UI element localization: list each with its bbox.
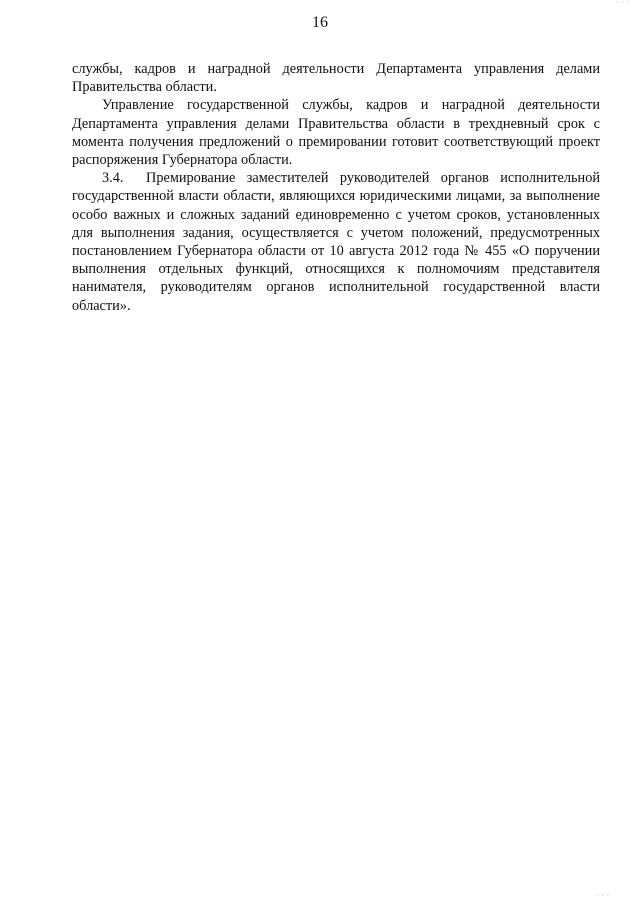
paragraph-continuation: службы, кадров и наградной деятельности Департамента управления делами Правительства области. xyxy=(72,61,600,96)
scan-mark-bottom: · · · xyxy=(596,893,610,899)
page-number: 16 xyxy=(312,14,328,31)
document-body xyxy=(72,60,600,315)
paragraph-management-procedure: Управление государственной службы, кадров и наградной деятельности Департамента управления делами Правительства области в трехдневный срок с момента получения предложений о премировании готовит соответствующий проект распоряжения Губернатора области. xyxy=(72,97,600,169)
item-number: 3.4. xyxy=(102,170,124,187)
scan-mark-top: · · · xyxy=(616,0,630,6)
item-text: Премирование заместителей руководителей органов исполнительной государственной власти области, являющихся юридическими лицами, за выполнение особо важных и сложных заданий единовременно с учетом сроков, установленных для выполнения задания, осуществляется с учетом положений, предусмотренных постановлением Губернатора области от 10 августа 2012 года № 455 «О поручении выполнения отдельных функций, относящихся к полномочиям представителя нанимателя, руководителям органов исполнительной государственной власти области». xyxy=(72,170,600,314)
paragraph-item-3-4 xyxy=(72,169,600,315)
